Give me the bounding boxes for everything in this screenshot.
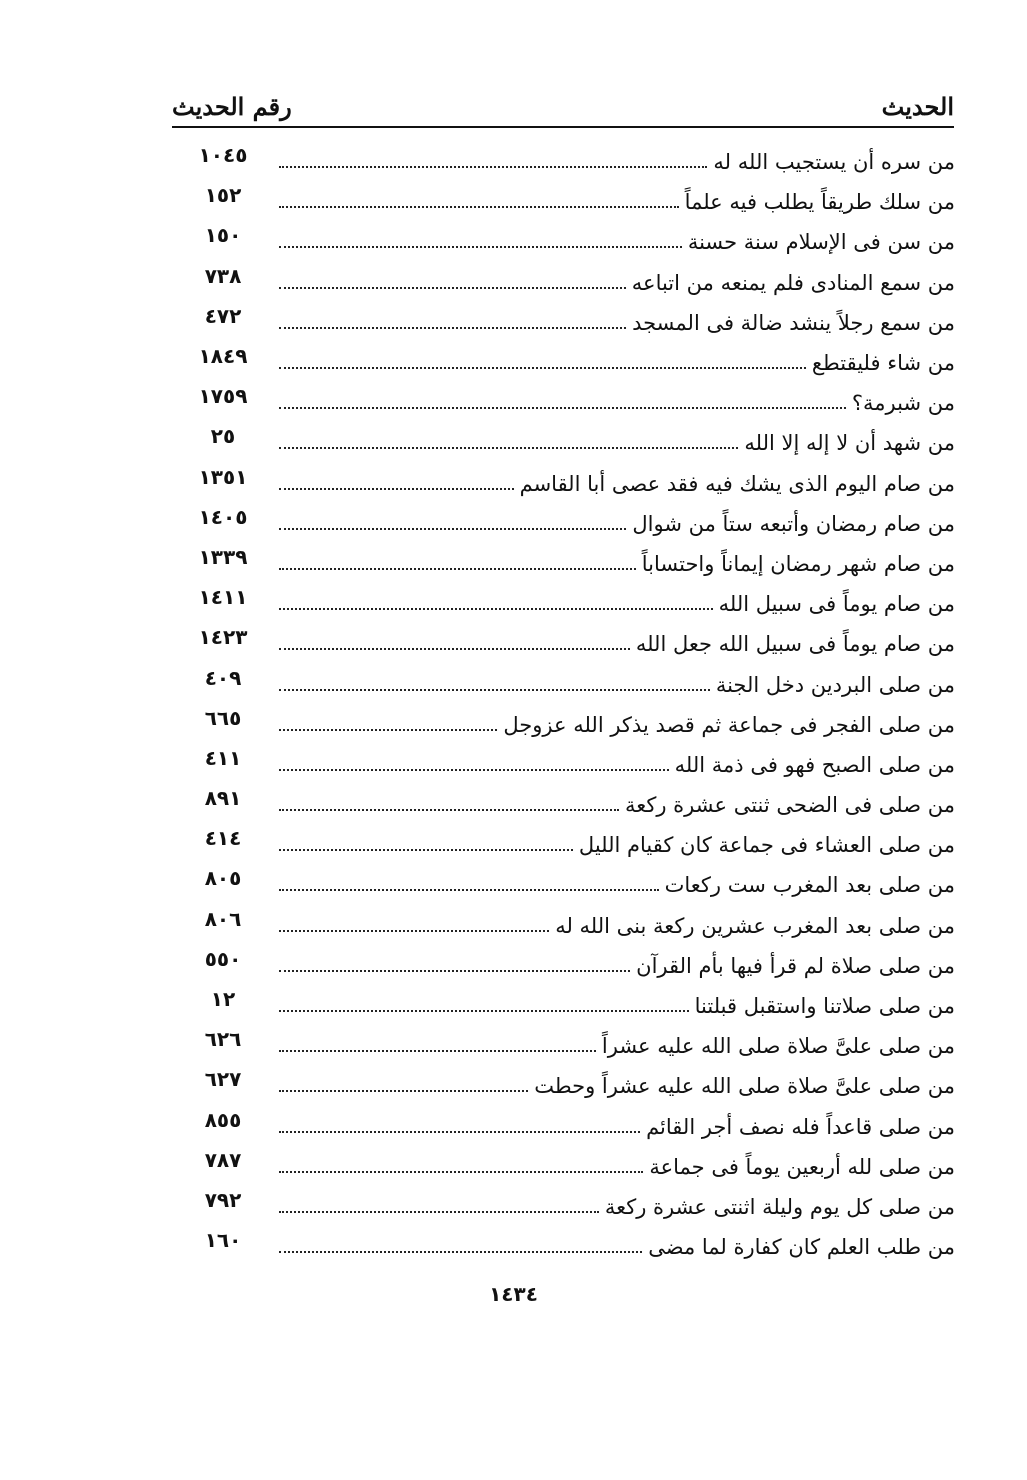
index-row xyxy=(195,946,955,986)
index-row xyxy=(195,745,955,785)
hadith-text: من سمع رجلاً ينشد ضالة فى المسجد xyxy=(632,310,955,335)
dot-leader xyxy=(279,889,659,891)
page-number: ١٤٣٤ xyxy=(489,1282,538,1306)
dot-leader xyxy=(279,1171,643,1173)
index-row xyxy=(195,383,955,423)
index-row xyxy=(195,423,955,463)
index-row xyxy=(195,584,955,624)
hadith-text: من صلى صلاة لم قرأ فيها بأم القرآن xyxy=(636,953,955,978)
hadith-number: ١٤١١ xyxy=(198,585,248,610)
hadith-number: ٨٠٥ xyxy=(204,866,242,891)
index-row xyxy=(195,544,955,584)
dot-leader xyxy=(279,1010,689,1012)
hadith-number: ١٤٠٥ xyxy=(198,504,248,529)
hadith-text: من صلى الصبح فهو فى ذمة الله xyxy=(674,752,955,777)
hadith-text: من طلب العلم كان كفارة لما مضى xyxy=(648,1235,955,1260)
hadith-number: ٨٥٥ xyxy=(204,1107,242,1132)
hadith-index-list xyxy=(195,142,955,1267)
hadith-number: ١٢ xyxy=(210,987,236,1012)
dot-leader xyxy=(279,608,713,610)
hadith-text: من صام شهر رمضان إيماناً واحتساباً xyxy=(641,551,955,576)
hadith-number: ٥٥٠ xyxy=(204,946,242,971)
hadith-number: ١٧٥٩ xyxy=(198,384,248,409)
hadith-text: من شاء فليقتطع xyxy=(811,351,955,376)
dot-leader xyxy=(279,528,626,530)
index-row xyxy=(195,504,955,544)
index-row xyxy=(195,464,955,504)
hadith-text: من صلى بعد المغرب ست ركعات xyxy=(664,873,955,898)
hadith-text: من صلى الفجر فى جماعة ثم قصد يذكر الله عزوجل xyxy=(503,712,955,737)
hadith-number: ٧٨٧ xyxy=(204,1147,242,1172)
dot-leader xyxy=(279,648,630,650)
hadith-number: ٦٢٦ xyxy=(204,1027,242,1052)
hadith-number: ٤١١ xyxy=(204,745,242,770)
index-row xyxy=(195,1107,955,1147)
index-row xyxy=(195,1066,955,1106)
hadith-text: من صام رمضان وأتبعه ستاً من شوال xyxy=(632,511,955,536)
index-row xyxy=(195,825,955,865)
hadith-number: ١٤٢٣ xyxy=(198,625,248,650)
hadith-text: من صام اليوم الذى يشك فيه فقد عصى أبا القاسم xyxy=(519,471,955,496)
hadith-text: من صلى علىَّ صلاة صلى الله عليه عشراً وحطت xyxy=(534,1074,955,1099)
hadith-text: من صلى علىَّ صلاة صلى الله عليه عشراً xyxy=(601,1034,955,1059)
index-row xyxy=(195,906,955,946)
dot-leader xyxy=(279,689,710,691)
index-row xyxy=(195,303,955,343)
hadith-number: ٤٧٢ xyxy=(204,303,242,328)
hadith-text: من صلى بعد المغرب عشرين ركعة بنى الله له xyxy=(555,913,955,938)
hadith-number: ٤٠٩ xyxy=(204,665,242,690)
hadith-number: ١٨٤٩ xyxy=(198,344,248,369)
hadith-number: ٧٣٨ xyxy=(204,263,242,288)
hadith-number: ٦٢٧ xyxy=(204,1067,242,1092)
dot-leader xyxy=(279,1211,599,1213)
dot-leader xyxy=(279,407,846,409)
hadith-text: من شبرمة؟ xyxy=(851,391,955,416)
hadith-text: من شهد أن لا إله إلا الله xyxy=(744,431,955,456)
hadith-number: ١٠٤٥ xyxy=(198,143,248,168)
dot-leader xyxy=(279,367,806,369)
index-row xyxy=(195,624,955,664)
index-row xyxy=(195,222,955,262)
dot-leader xyxy=(279,246,682,248)
hadith-number: ١٥٢ xyxy=(204,183,242,208)
dot-leader xyxy=(279,1050,596,1052)
dot-leader xyxy=(279,327,626,329)
header-rule xyxy=(172,126,954,128)
hadith-number: ١٥٠ xyxy=(204,223,242,248)
hadith-number: ٢٥ xyxy=(210,424,236,449)
hadith-text: من صام يوماً فى سبيل الله xyxy=(718,592,955,617)
index-row xyxy=(195,986,955,1026)
dot-leader xyxy=(279,1090,528,1092)
index-row xyxy=(195,142,955,182)
header-number-column-title: رقم الحديث xyxy=(172,91,292,121)
hadith-text: من صلى لله أربعين يوماً فى جماعة xyxy=(649,1154,955,1179)
index-row xyxy=(195,1147,955,1187)
dot-leader xyxy=(279,930,549,932)
hadith-text: من سن فى الإسلام سنة حسنة xyxy=(687,230,955,255)
hadith-text: من صلى فى الضحى ثنتى عشرة ركعة xyxy=(624,793,955,818)
index-row xyxy=(195,1227,955,1267)
hadith-text: من صلى كل يوم وليلة اثنتى عشرة ركعة xyxy=(604,1194,955,1219)
hadith-number: ٦٦٥ xyxy=(204,705,242,730)
dot-leader xyxy=(279,1251,642,1253)
hadith-number: ٨٠٦ xyxy=(204,906,242,931)
index-row xyxy=(195,705,955,745)
hadith-text: من سمع المنادى فلم يمنعه من اتباعه xyxy=(631,270,955,295)
dot-leader xyxy=(279,1131,640,1133)
hadith-text: من صلى البردين دخل الجنة xyxy=(715,672,955,697)
dot-leader xyxy=(279,287,626,289)
hadith-text: من صام يوماً فى سبيل الله جعل الله xyxy=(635,632,955,657)
dot-leader xyxy=(279,488,514,490)
hadith-text: من صلى صلاتنا واستقبل قبلتنا xyxy=(694,994,955,1019)
dot-leader xyxy=(279,809,619,811)
hadith-number: ٤١٤ xyxy=(204,826,242,851)
index-row xyxy=(195,664,955,704)
dot-leader xyxy=(279,206,679,208)
dot-leader xyxy=(279,447,738,449)
index-row xyxy=(195,182,955,222)
hadith-text: من سلك طريقاً يطلب فيه علماً xyxy=(684,190,955,215)
hadith-text: من صلى قاعداً فله نصف أجر القائم xyxy=(646,1114,955,1139)
dot-leader xyxy=(279,769,669,771)
dot-leader xyxy=(279,729,497,731)
dot-leader xyxy=(279,166,707,168)
page-header xyxy=(172,86,954,126)
hadith-number: ١٣٣٩ xyxy=(198,544,248,569)
index-row xyxy=(195,785,955,825)
header-hadith-column-title: الحديث xyxy=(881,91,954,121)
hadith-number: ١٣٥١ xyxy=(198,464,248,489)
dot-leader xyxy=(279,568,636,570)
index-row xyxy=(195,1026,955,1066)
index-row xyxy=(195,1187,955,1227)
hadith-text: من سره أن يستجيب الله له xyxy=(713,150,955,175)
index-row xyxy=(195,865,955,905)
index-row xyxy=(195,263,955,303)
hadith-text: من صلى العشاء فى جماعة كان كقيام الليل xyxy=(578,833,955,858)
dot-leader xyxy=(279,849,573,851)
hadith-number: ١٦٠ xyxy=(204,1228,242,1253)
hadith-number: ٧٩٢ xyxy=(204,1187,242,1212)
index-row xyxy=(195,343,955,383)
hadith-number: ٨٩١ xyxy=(204,786,242,811)
dot-leader xyxy=(279,970,630,972)
